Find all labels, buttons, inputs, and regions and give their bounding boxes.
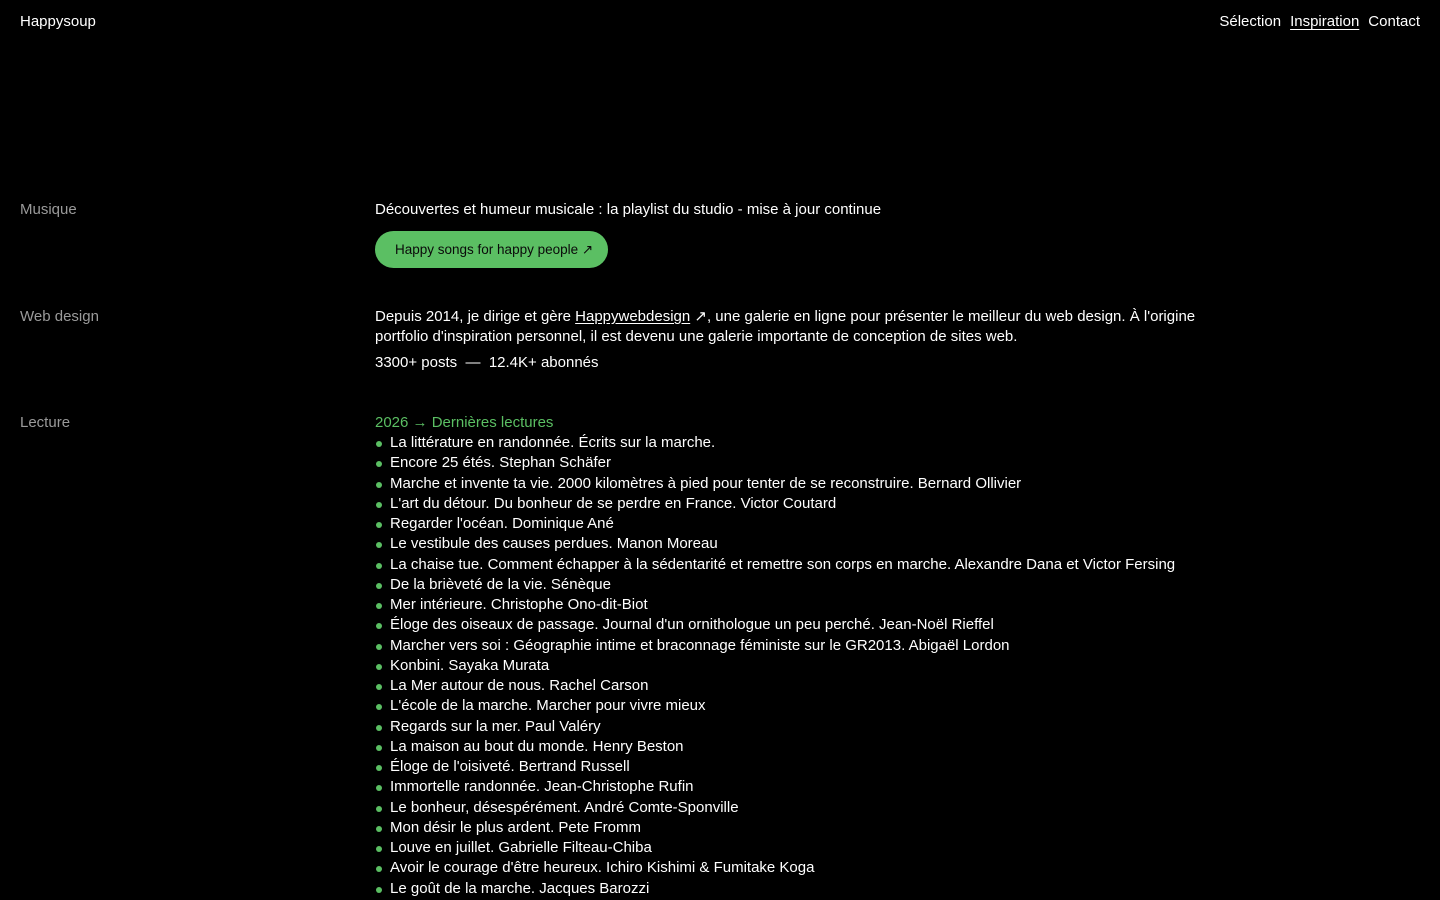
bullet-icon bbox=[376, 563, 382, 569]
bullet-icon bbox=[376, 603, 382, 609]
book-title: Regarder l'océan. Dominique Ané bbox=[390, 515, 614, 532]
list-item bbox=[375, 858, 1245, 878]
list-item bbox=[375, 656, 1245, 676]
bullet-icon bbox=[376, 644, 382, 650]
list-item bbox=[375, 737, 1245, 757]
bullet-icon bbox=[376, 583, 382, 589]
book-title: La chaise tue. Comment échapper à la sédentarité et remettre son corps en marche. Alexandre Dana et Victor Fersing bbox=[390, 555, 1176, 573]
bullet-icon bbox=[376, 785, 382, 791]
section-content-webdesign bbox=[375, 307, 1245, 373]
list-item bbox=[375, 615, 1245, 635]
list-item bbox=[375, 575, 1245, 595]
site-header bbox=[0, 0, 1440, 44]
happywebdesign-link[interactable]: Happywebdesign bbox=[575, 308, 691, 325]
section-content-musique bbox=[375, 200, 1245, 268]
book-title: La maison au bout du monde. Henry Beston bbox=[390, 737, 684, 755]
list-item bbox=[375, 838, 1245, 858]
book-title: Marche et invente ta vie. 2000 kilomètres à pied pour tenter de se reconstruire. Bernard Ollivier bbox=[390, 474, 1022, 492]
bullet-icon bbox=[376, 806, 382, 812]
main-nav bbox=[1219, 13, 1420, 31]
book-title: Regards sur la mer. Paul Valéry bbox=[390, 717, 601, 735]
book-title: Marcher vers soi : Géographie intime et braconnage féministe sur le GR2013. Abigaël Lordon bbox=[390, 636, 1010, 654]
list-item bbox=[375, 757, 1245, 777]
bullet-icon bbox=[376, 522, 382, 528]
playlist-button[interactable]: Happy songs for happy people ↗ bbox=[375, 231, 608, 268]
nav-item-inspiration[interactable]: Inspiration bbox=[1290, 13, 1360, 30]
list-item bbox=[375, 453, 1245, 473]
bullet-icon bbox=[376, 704, 382, 710]
section-label-lecture: Lecture bbox=[20, 414, 71, 431]
list-item bbox=[375, 555, 1245, 575]
book-title: L'art du détour. Du bonheur de se perdre en France. Victor Coutard bbox=[390, 494, 837, 512]
list-item bbox=[375, 696, 1245, 716]
section-content-lecture bbox=[375, 413, 1245, 899]
site-logo[interactable]: Happysoup bbox=[20, 13, 96, 30]
book-title: Éloge des oiseaux de passage. Journal d'un ornithologue un peu perché. Jean-Noël Rieffel bbox=[390, 616, 994, 634]
bullet-icon bbox=[376, 866, 382, 872]
book-title: La littérature en randonnée. Écrits sur la marche. bbox=[390, 434, 716, 451]
list-item bbox=[375, 636, 1245, 656]
bullet-icon bbox=[376, 725, 382, 731]
list-item bbox=[375, 798, 1245, 818]
bullet-icon bbox=[376, 826, 382, 832]
bullet-icon bbox=[376, 441, 382, 447]
book-title: Mon désir le plus ardent. Pete Fromm bbox=[390, 818, 641, 836]
bullet-icon bbox=[376, 623, 382, 629]
bullet-icon bbox=[376, 461, 382, 467]
nav-item-contact[interactable]: Contact bbox=[1368, 13, 1420, 30]
list-item bbox=[375, 534, 1245, 554]
book-title: Avoir le courage d'être heureux. Ichiro Kishimi & Fumitake Koga bbox=[390, 859, 815, 877]
list-item bbox=[375, 433, 1245, 453]
musique-description: Découvertes et humeur musicale : la playlist du studio - mise à jour continue bbox=[375, 201, 882, 218]
list-item bbox=[375, 595, 1245, 615]
list-item bbox=[375, 494, 1245, 514]
webdesign-description bbox=[375, 307, 1245, 347]
webdesign-stats: 3300+ posts — 12.4K+ abonnés bbox=[375, 354, 599, 371]
section-label-musique: Musique bbox=[20, 201, 77, 218]
book-title: Louve en juillet. Gabrielle Filteau-Chiba bbox=[390, 839, 652, 856]
reading-list bbox=[375, 433, 1245, 899]
bullet-icon bbox=[376, 887, 382, 893]
book-title: Mer intérieure. Christophe Ono-dit-Biot bbox=[390, 596, 648, 613]
reading-heading: 2026 → Dernières lectures bbox=[375, 414, 554, 431]
bullet-icon bbox=[376, 745, 382, 751]
list-item bbox=[375, 514, 1245, 534]
book-title: De la brièveté de la vie. Sénèque bbox=[390, 575, 611, 593]
list-item bbox=[375, 777, 1245, 797]
webdesign-text-before: Depuis 2014, je dirige et gère bbox=[375, 308, 576, 325]
list-item bbox=[375, 717, 1245, 737]
external-link-icon[interactable]: ↗ bbox=[690, 308, 707, 325]
book-title: Le goût de la marche. Jacques Barozzi bbox=[390, 879, 650, 897]
list-item bbox=[375, 676, 1245, 696]
book-title: Immortelle randonnée. Jean-Christophe Rufin bbox=[390, 778, 694, 796]
book-title: Konbini. Sayaka Murata bbox=[390, 656, 550, 674]
book-title: La Mer autour de nous. Rachel Carson bbox=[390, 677, 649, 694]
book-title: Le bonheur, désespérément. André Comte-Sponville bbox=[390, 798, 739, 816]
bullet-icon bbox=[376, 765, 382, 771]
bullet-icon bbox=[376, 542, 382, 548]
bullet-icon bbox=[376, 846, 382, 852]
book-title: Encore 25 étés. Stephan Schäfer bbox=[390, 454, 611, 472]
list-item bbox=[375, 474, 1245, 494]
book-title: Éloge de l'oisiveté. Bertrand Russell bbox=[390, 758, 630, 775]
book-title: L'école de la marche. Marcher pour vivre mieux bbox=[390, 697, 706, 715]
list-item bbox=[375, 818, 1245, 838]
bullet-icon bbox=[376, 502, 382, 508]
bullet-icon bbox=[376, 684, 382, 690]
webdesign-text-after: , une galerie en ligne pour présenter le meilleur du web design. À l'origine portfolio d'inspiration personnel, il est devenu une galerie importante de conception de sites web. bbox=[375, 308, 1196, 345]
section-label-webdesign: Web design bbox=[20, 308, 99, 325]
list-item bbox=[375, 879, 1245, 899]
bullet-icon bbox=[376, 664, 382, 670]
book-title: Le vestibule des causes perdues. Manon Moreau bbox=[390, 535, 718, 553]
nav-item-selection[interactable]: Sélection bbox=[1219, 13, 1282, 30]
bullet-icon bbox=[376, 482, 382, 488]
